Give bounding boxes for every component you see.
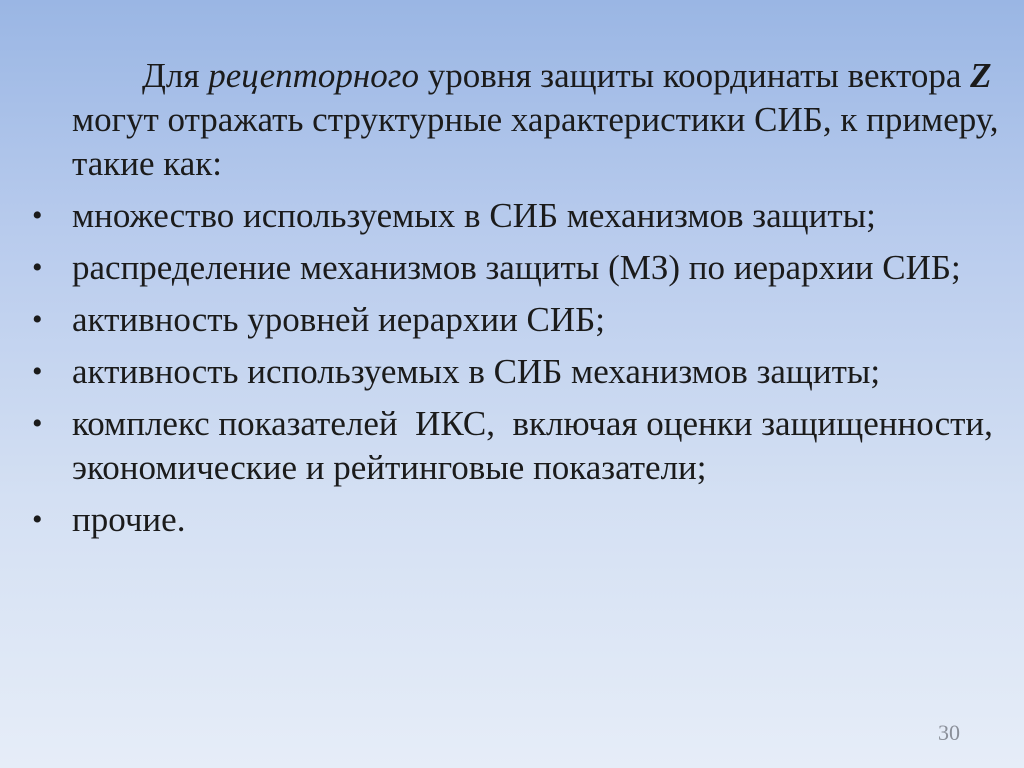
bullet-icon: • [32, 503, 43, 536]
list-item [32, 194, 1012, 238]
intro-text-end: могут отражать структурные характеристики СИБ, к примеру, такие как: [72, 100, 999, 183]
list-item [32, 498, 1012, 542]
vector-variable: Z [970, 56, 992, 95]
list-item [32, 402, 1012, 490]
intro-italic-term: рецепторного [208, 56, 419, 95]
list-item-text: прочие. [72, 500, 186, 539]
bullet-icon: • [32, 407, 43, 440]
bullet-icon: • [32, 251, 43, 284]
bullet-icon: • [32, 199, 43, 232]
intro-text-start: Для [142, 56, 209, 95]
bullet-icon: • [32, 303, 43, 336]
slide-content [32, 54, 1012, 550]
list-item [32, 246, 1012, 290]
intro-paragraph [72, 54, 1012, 186]
list-item-text: активность уровней иерархии СИБ; [72, 300, 605, 339]
page-number: 30 [938, 720, 960, 745]
list-item-text: комплекс показателей ИКС, включая оценки защищенности, экономические и рейтинговые показатели; [72, 404, 1002, 487]
bullet-list [32, 194, 1012, 542]
list-item [32, 350, 1012, 394]
list-item-text: множество используемых в СИБ механизмов защиты; [72, 196, 876, 235]
list-item-text: распределение механизмов защиты (МЗ) по иерархии СИБ; [72, 248, 961, 287]
intro-text-middle: уровня защиты координаты вектора [418, 56, 971, 95]
list-item [32, 298, 1012, 342]
list-item-text: активность используемых в СИБ механизмов защиты; [72, 352, 881, 391]
bullet-icon: • [32, 355, 43, 388]
